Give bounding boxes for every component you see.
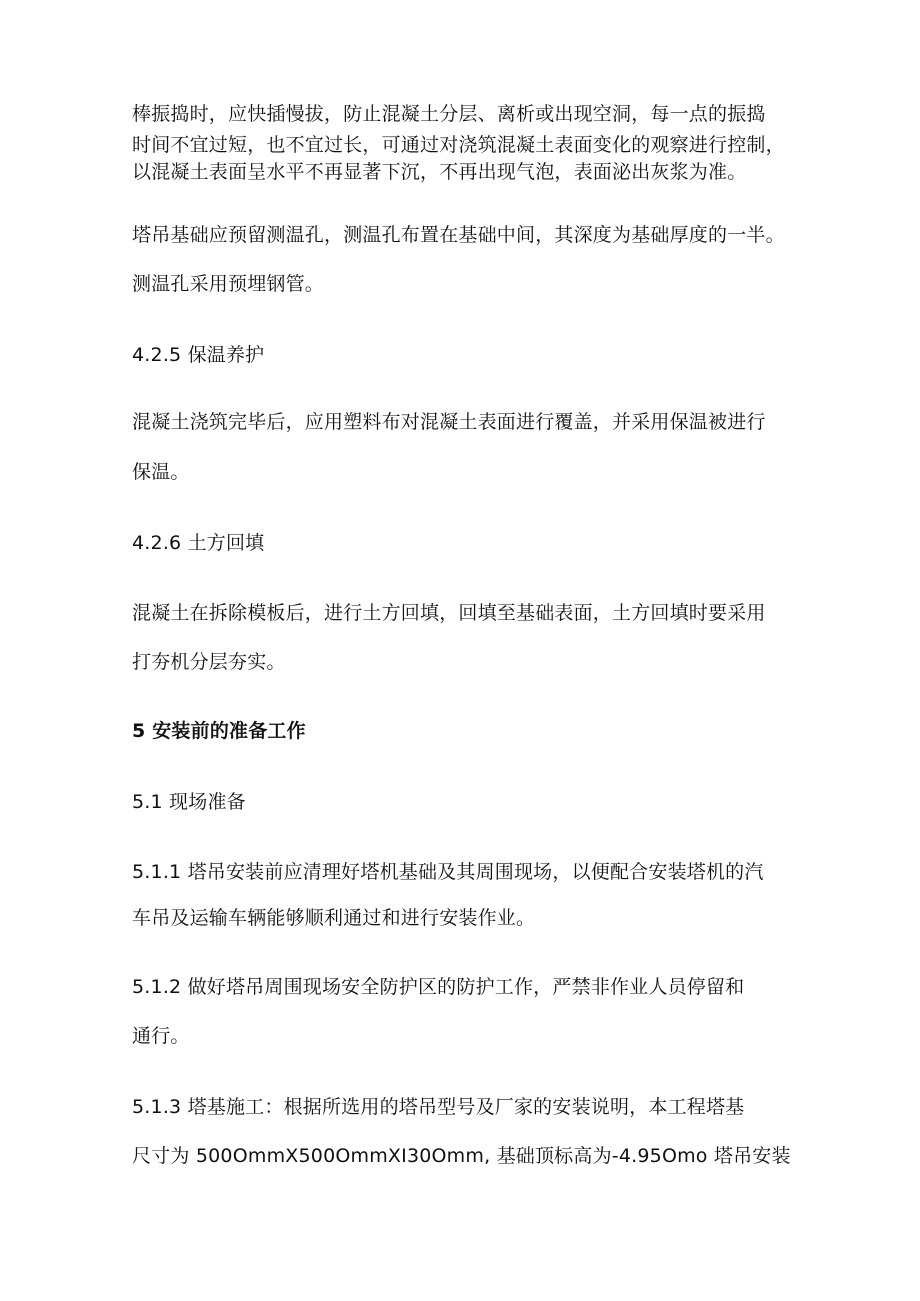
para-5-1-3-line-1: 5.1.3 塔基施工：根据所选用的塔吊型号及厂家的安装说明，本工程塔基 xyxy=(132,1096,745,1118)
para-vibration-line-2: 时间不宜过短，也不宜过长，可通过对浇筑混凝土表面变化的观察进行控制， xyxy=(132,134,785,156)
para-temp-hole-line-1: 塔吊基础应预留测温孔，测温孔布置在基础中间，其深度为基础厚度的一半。 xyxy=(132,224,785,246)
para-5-1-2-line-2: 通行。 xyxy=(132,1025,190,1047)
para-5-1-2-line-1: 5.1.2 做好塔吊周围现场安全防护区的防护工作，严禁非作业人员停留和 xyxy=(132,976,745,998)
heading-5-1: 5.1 现场准备 xyxy=(132,791,246,813)
para-insulation-line-1: 混凝土浇筑完毕后，应用塑料布对混凝土表面进行覆盖，并采用保温被进行 xyxy=(132,411,766,433)
para-backfill-line-2: 打夯机分层夯实。 xyxy=(132,651,286,673)
para-temp-hole-line-2: 测温孔采用预埋钢管。 xyxy=(132,273,325,295)
para-vibration-line-3: 以混凝土表面呈水平不再显著下沉，不再出现气泡，表面泌出灰浆为准。 xyxy=(132,161,747,183)
para-5-1-3-line-2: 尺寸为 500OmmX500OmmXI30Omm, 基础顶标高为-4.95Omo 塔吊安装 xyxy=(132,1145,791,1167)
para-insulation-line-2: 保温。 xyxy=(132,461,190,483)
heading-4-2-5: 4.2.5 保温养护 xyxy=(132,344,265,366)
heading-4-2-6: 4.2.6 土方回填 xyxy=(132,532,265,554)
heading-5: 5 安装前的准备工作 xyxy=(132,720,306,742)
para-vibration-line-1: 棒振捣时，应快插慢拔，防止混凝土分层、离析或出现空洞，每一点的振捣 xyxy=(132,103,766,125)
para-5-1-1-line-2: 车吊及运输车辆能够顺利通过和进行安装作业。 xyxy=(132,907,536,929)
para-5-1-1-line-1: 5.1.1 塔吊安装前应清理好塔机基础及其周围现场，以便配合安装塔机的汽 xyxy=(132,861,764,883)
para-backfill-line-1: 混凝土在拆除模板后，进行土方回填，回填至基础表面，土方回填时要采用 xyxy=(132,602,766,624)
